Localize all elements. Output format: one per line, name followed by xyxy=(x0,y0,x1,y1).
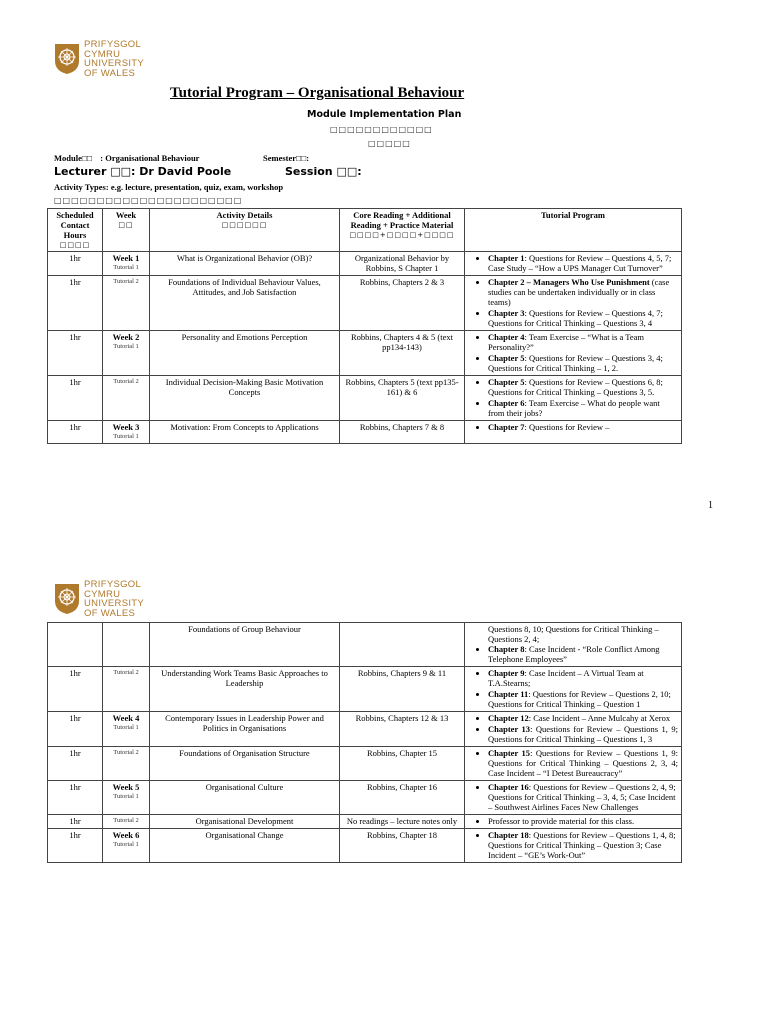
page-number: 1 xyxy=(708,500,713,511)
week-label: Week 5 xyxy=(112,782,140,792)
table-row xyxy=(48,747,682,781)
tutorial-label: Tutorial 2 xyxy=(113,278,139,285)
tutorial-program-cell xyxy=(465,712,682,747)
tutorial-task xyxy=(488,253,678,273)
reading-cell: Robbins, Chapter 16 xyxy=(340,781,465,815)
activity-details-cell: Organisational Culture xyxy=(150,781,340,815)
university-crest-icon xyxy=(54,583,80,615)
week-cell xyxy=(103,667,150,712)
week-cell xyxy=(103,376,150,421)
task-text: : Questions for Review – Questions 3, 4; Questions for Critical Thinking – 1, 2. xyxy=(488,353,663,373)
header-reading: Core Reading + Additional Reading + Practice Material □□□□+□□□□+□□□□ xyxy=(340,209,465,252)
tutorial-task-list xyxy=(468,644,678,664)
logo-line: UNIVERSITY xyxy=(84,58,145,69)
tutorial-task-list xyxy=(468,332,678,373)
activity-types-cjk: □□□□□□□□□□□□□□□□□□□□□□ xyxy=(54,196,243,205)
module-label: Module□□ xyxy=(54,153,93,163)
logo-line: UNIVERSITY xyxy=(84,598,145,609)
document-title: Tutorial Program – Organisational Behaviour xyxy=(170,85,465,101)
reading-cell: Robbins, Chapters 9 & 11 xyxy=(340,667,465,712)
task-text: : Case Incident – Anne Mulcahy at Xerox xyxy=(528,713,671,723)
reading-cell xyxy=(340,623,465,667)
logo-line: PRIFYSGOL xyxy=(84,579,142,590)
chapter-label: Chapter 8 xyxy=(488,644,525,654)
tutorial-task xyxy=(488,713,678,723)
plan-table-page-2 xyxy=(47,622,682,863)
week-label: Week 1 xyxy=(112,253,140,263)
header-hours: Scheduled Contact Hours □□□□ xyxy=(48,209,103,252)
tutorial-task-list xyxy=(468,377,678,418)
table-row xyxy=(48,421,682,444)
contact-hours-cell: 1hr xyxy=(48,747,103,781)
university-logo-page-2 xyxy=(54,580,144,618)
contact-hours-cell: 1hr xyxy=(48,421,103,444)
table-row xyxy=(48,252,682,276)
tutorial-program-cell xyxy=(465,252,682,276)
tutorial-task xyxy=(488,782,678,812)
contact-hours-cell: 1hr xyxy=(48,829,103,863)
contact-hours-cell: 1hr xyxy=(48,667,103,712)
tutorial-task xyxy=(488,816,678,826)
tutorial-task-list xyxy=(468,713,678,744)
tutorial-label: Tutorial 1 xyxy=(113,724,139,731)
activity-details-cell: Contemporary Issues in Leadership Power and Politics in Organisations xyxy=(150,712,340,747)
tutorial-program-cell xyxy=(465,747,682,781)
week-label: Week 2 xyxy=(112,332,140,342)
task-text: : Questions for Review – xyxy=(524,422,610,432)
tutorial-label: Tutorial 2 xyxy=(113,749,139,756)
tutorial-label: Tutorial 1 xyxy=(113,841,139,848)
tutorial-label: Tutorial 2 xyxy=(113,817,139,824)
tutorial-task xyxy=(488,277,678,307)
header-activity-cjk: □□□□□□ xyxy=(221,221,268,229)
contact-hours-cell: 1hr xyxy=(48,712,103,747)
tutorial-label: Tutorial 1 xyxy=(113,793,139,800)
task-text: : Questions for Review – Questions 6, 8; Questions for Critical Thinking – Questions 3, 5. xyxy=(488,377,663,397)
reading-cell: Robbins, Chapters 5 (text pp135-161) & 6 xyxy=(340,376,465,421)
activity-details-cell: Individual Decision-Making Basic Motivation Concepts xyxy=(150,376,340,421)
contact-hours-cell: 1hr xyxy=(48,376,103,421)
reading-cell: Robbins, Chapters 7 & 8 xyxy=(340,421,465,444)
tutorial-task xyxy=(488,377,678,397)
activity-details-cell: Foundations of Organisation Structure xyxy=(150,747,340,781)
document-subtitle: Module Implementation Plan xyxy=(307,109,462,120)
task-text: : Questions for Review – Questions 4, 5, 7; Case Study – “How a UPS Manager Cut Turnover” xyxy=(488,253,672,273)
chapter-label: Chapter 12 xyxy=(488,713,529,723)
reading-cell: Robbins, Chapters 4 & 5 (text pp134-143) xyxy=(340,331,465,376)
continued-text: Questions 8, 10; Questions for Critical Thinking – Questions 2, 4; xyxy=(488,624,659,644)
contact-hours-cell: 1hr xyxy=(48,252,103,276)
week-cell xyxy=(103,421,150,444)
task-text: : Case Incident – A Virtual Team at T.A.Stearns; xyxy=(488,668,644,688)
tutorial-task xyxy=(488,353,678,373)
university-logo xyxy=(54,40,144,78)
tutorial-program-cell xyxy=(465,376,682,421)
tutorial-task xyxy=(488,332,678,352)
tutorial-task-list xyxy=(468,782,678,812)
table-row xyxy=(48,815,682,829)
chapter-label: Chapter 16 xyxy=(488,782,529,792)
task-text: (case studies can be undertaken individually or in class teams) xyxy=(488,277,670,307)
tutorial-task xyxy=(488,398,678,418)
activity-details-cell: What is Organizational Behavior (OB)? xyxy=(150,252,340,276)
tutorial-task-list xyxy=(468,277,678,328)
activity-details-cell: Organisational Change xyxy=(150,829,340,863)
logo-line: CYMRU xyxy=(84,588,121,600)
tutorial-program-cell xyxy=(465,276,682,331)
subtitle-cjk-2: □□□□□ xyxy=(368,139,411,148)
semester-label: Semester□□: xyxy=(263,153,310,163)
table-row xyxy=(48,712,682,747)
header-week: Week □□ xyxy=(103,209,150,252)
chapter-label: Chapter 9 xyxy=(488,668,525,678)
tutorial-task xyxy=(488,422,678,432)
chapter-label: Chapter 7 xyxy=(488,422,525,432)
lecturer-line: Lecturer □□: Dr David Poole xyxy=(54,165,232,178)
tutorial-task-list xyxy=(468,253,678,273)
task-text: : Case Incident - “Role Conflict Among Telephone Employees” xyxy=(488,644,660,664)
chapter-label: Chapter 4 xyxy=(488,332,525,342)
session-label: Session □□: xyxy=(285,165,362,178)
week-cell xyxy=(103,815,150,829)
task-text: : Team Exercise – What do people want from their jobs? xyxy=(488,398,660,418)
activity-types-line xyxy=(54,182,283,192)
chapter-label: Chapter 15 xyxy=(488,748,531,758)
contact-hours-cell xyxy=(48,623,103,667)
university-crest-icon xyxy=(54,43,80,75)
reading-cell: Robbins, Chapter 18 xyxy=(340,829,465,863)
tutorial-task-list xyxy=(468,816,678,826)
task-text: : Questions for Review – Questions 2, 4, 9; Questions for Critical Thinking – 3, 4, 5; Case Incident – Southwest Airlines Faces New Challenges xyxy=(488,782,676,812)
table-header-row xyxy=(48,209,682,252)
table-row xyxy=(48,331,682,376)
task-text: : Questions for Review – Questions 1, 4, 8; Questions for Critical Thinking – Question 3; Case Incident – “GE’s Work-Out” xyxy=(488,830,676,860)
contact-hours-cell: 1hr xyxy=(48,276,103,331)
tutorial-label: Tutorial 2 xyxy=(113,378,139,385)
reading-cell: No readings – lecture notes only xyxy=(340,815,465,829)
table-row xyxy=(48,276,682,331)
chapter-label: Chapter 5 xyxy=(488,353,525,363)
tutorial-label: Tutorial 1 xyxy=(113,433,139,440)
activity-details-cell: Organisational Development xyxy=(150,815,340,829)
chapter-label: Chapter 6 xyxy=(488,398,525,408)
table-row xyxy=(48,623,682,667)
week-cell xyxy=(103,829,150,863)
module-value: : Organisational Behaviour xyxy=(100,153,200,163)
chapter-label: Chapter 18 xyxy=(488,830,529,840)
chapter-label: Chapter 5 xyxy=(488,377,525,387)
tutorial-task-list xyxy=(468,748,678,778)
week-cell xyxy=(103,781,150,815)
task-text: : Questions for Review – Questions 4, 7; Questions for Critical Thinking – Questions 3, 4 xyxy=(488,308,663,328)
activity-details-cell: Understanding Work Teams Basic Approaches to Leadership xyxy=(150,667,340,712)
table-row xyxy=(48,829,682,863)
tutorial-program-cell xyxy=(465,781,682,815)
contact-hours-cell: 1hr xyxy=(48,331,103,376)
tutorial-task xyxy=(488,308,678,328)
week-cell xyxy=(103,712,150,747)
week-cell xyxy=(103,276,150,331)
logo-line: OF WALES xyxy=(84,67,136,79)
week-cell xyxy=(103,623,150,667)
logo-line: OF WALES xyxy=(84,607,136,619)
semester-line xyxy=(263,153,309,163)
task-text: : Questions for Review – Questions 1, 9: Questions for Critical Thinking – Questions 2, 3, 4; Case Incident – “I Detest Bureaucracy” xyxy=(488,748,678,778)
header-tutorial: Tutorial Program xyxy=(465,209,682,252)
tutorial-program-cell xyxy=(465,829,682,863)
header-hours-cjk: □□□□ xyxy=(59,241,91,249)
activity-types-label: Activity Types xyxy=(54,182,106,192)
header-week-cjk: □□ xyxy=(118,221,134,229)
tutorial-program-cell xyxy=(465,815,682,829)
tutorial-program-cell xyxy=(465,667,682,712)
chapter-label: Chapter 13 xyxy=(488,724,531,734)
reading-cell: Robbins, Chapter 15 xyxy=(340,747,465,781)
module-line xyxy=(54,153,199,163)
tutorial-program-cell xyxy=(465,421,682,444)
logo-line: PRIFYSGOL xyxy=(84,39,142,50)
task-text: : Questions for Review – Questions 2, 10; Questions for Critical Thinking – Question 1 xyxy=(488,689,671,709)
chapter-label: Chapter 11 xyxy=(488,689,529,699)
contact-hours-cell: 1hr xyxy=(48,781,103,815)
table-row xyxy=(48,781,682,815)
week-label: Week 4 xyxy=(112,713,140,723)
tutorial-label: Tutorial 1 xyxy=(113,343,139,350)
week-cell xyxy=(103,747,150,781)
activity-types-value: : e.g. lecture, presentation, quiz, exam, workshop xyxy=(105,182,284,192)
task-text: : Questions for Review – Questions 1, 9; Questions for Critical Thinking – Questions 1, 3 xyxy=(488,724,678,744)
activity-details-cell: Motivation: From Concepts to Applications xyxy=(150,421,340,444)
tutorial-task xyxy=(488,644,678,664)
logo-line: CYMRU xyxy=(84,48,121,60)
tutorial-label: Tutorial 2 xyxy=(113,669,139,676)
header-activity: Activity Details □□□□□□ xyxy=(150,209,340,252)
chapter-label: Chapter 1 xyxy=(488,253,525,263)
task-text: Professor to provide material for this class. xyxy=(488,816,635,826)
table-row xyxy=(48,376,682,421)
tutorial-program-cell xyxy=(465,623,682,667)
activity-details-cell: Personality and Emotions Perception xyxy=(150,331,340,376)
reading-cell: Robbins, Chapters 12 & 13 xyxy=(340,712,465,747)
subtitle-cjk: □□□□□□□□□□□□ xyxy=(330,125,433,134)
reading-cell: Organizational Behavior by Robbins, S Chapter 1 xyxy=(340,252,465,276)
activity-details-cell: Foundations of Group Behaviour xyxy=(150,623,340,667)
tutorial-task-list xyxy=(468,830,678,860)
contact-hours-cell: 1hr xyxy=(48,815,103,829)
header-reading-cjk: □□□□+□□□□+□□□□ xyxy=(349,231,455,239)
table-row xyxy=(48,667,682,712)
tutorial-task xyxy=(488,724,678,744)
tutorial-task-list xyxy=(468,668,678,709)
tutorial-task-list xyxy=(468,422,678,432)
week-label: Week 6 xyxy=(112,830,140,840)
tutorial-task xyxy=(488,748,678,778)
chapter-label: Chapter 2 – Managers Who Use Punishment xyxy=(488,277,650,287)
tutorial-program-cell xyxy=(465,331,682,376)
tutorial-task xyxy=(488,689,678,709)
chapter-label: Chapter 3 xyxy=(488,308,525,318)
plan-table-page-1 xyxy=(47,208,682,444)
week-label: Week 3 xyxy=(112,422,140,432)
activity-details-cell: Foundations of Individual Behaviour Values, Attitudes, and Job Satisfaction xyxy=(150,276,340,331)
reading-cell: Robbins, Chapters 2 & 3 xyxy=(340,276,465,331)
task-text: : Team Exercise – “What is a Team Personality?” xyxy=(488,332,645,352)
week-cell xyxy=(103,331,150,376)
tutorial-task xyxy=(488,668,678,688)
tutorial-label: Tutorial 1 xyxy=(113,264,139,271)
tutorial-task xyxy=(488,830,678,860)
week-cell xyxy=(103,252,150,276)
